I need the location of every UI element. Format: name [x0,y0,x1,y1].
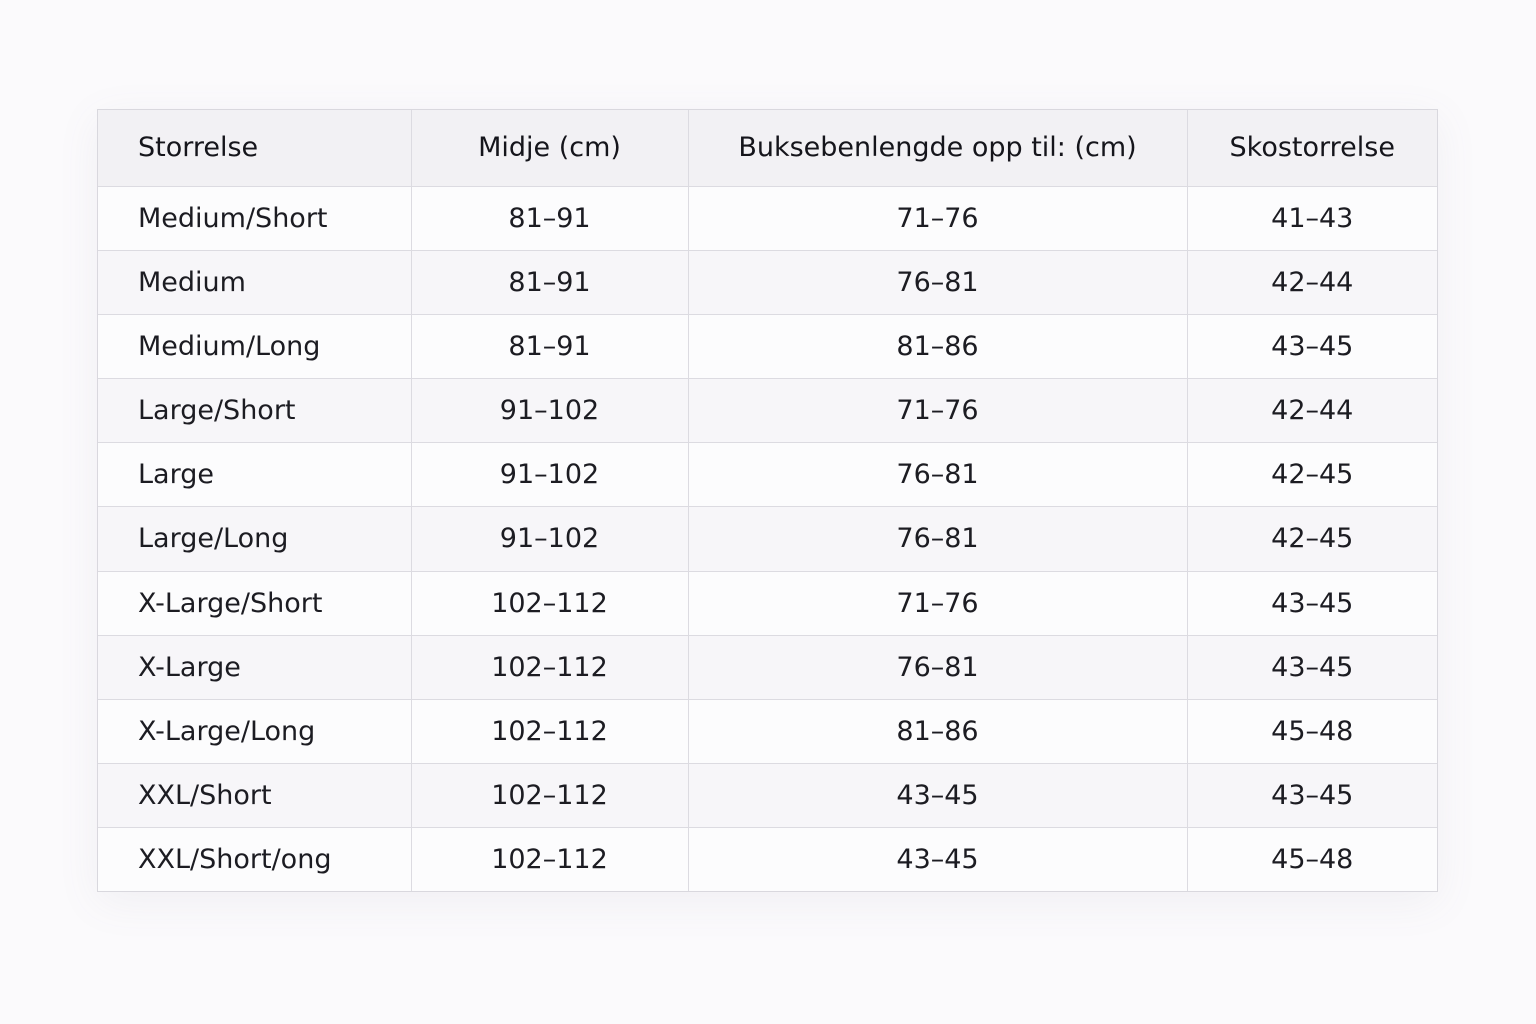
cell-waist: 81–91 [411,314,688,378]
cell-waist: 102–112 [411,764,688,828]
table-row [98,699,1437,763]
header-waist: Midje (cm) [411,110,688,186]
cell-size: Large [98,443,411,507]
cell-size: Medium/Short [98,186,411,250]
cell-size: XXL/Short [98,764,411,828]
cell-size: X-Large [98,635,411,699]
cell-size: Medium [98,250,411,314]
cell-waist: 91–102 [411,507,688,571]
cell-size: Large/Long [98,507,411,571]
cell-inseam: 76–81 [688,250,1187,314]
table-row [98,443,1437,507]
cell-size: X-Large/Short [98,571,411,635]
cell-shoe-size: 43–45 [1187,764,1437,828]
table-row [98,379,1437,443]
table-row [98,250,1437,314]
cell-waist: 102–112 [411,699,688,763]
table-row [98,571,1437,635]
cell-shoe-size: 42–44 [1187,250,1437,314]
cell-waist: 102–112 [411,635,688,699]
cell-waist: 102–112 [411,828,688,891]
cell-shoe-size: 42–45 [1187,507,1437,571]
cell-waist: 91–102 [411,379,688,443]
header-size: Storrelse [98,110,411,186]
table-header-row [98,110,1437,186]
cell-size: Medium/Long [98,314,411,378]
cell-inseam: 76–81 [688,507,1187,571]
cell-inseam: 81–86 [688,699,1187,763]
table-row [98,186,1437,250]
cell-shoe-size: 45–48 [1187,699,1437,763]
cell-shoe-size: 42–44 [1187,379,1437,443]
cell-waist: 81–91 [411,186,688,250]
cell-inseam: 76–81 [688,443,1187,507]
cell-shoe-size: 43–45 [1187,571,1437,635]
table-row [98,507,1437,571]
cell-inseam: 71–76 [688,186,1187,250]
cell-shoe-size: 42–45 [1187,443,1437,507]
cell-shoe-size: 41–43 [1187,186,1437,250]
cell-inseam: 43–45 [688,828,1187,891]
table-row [98,828,1437,891]
cell-inseam: 71–76 [688,571,1187,635]
cell-shoe-size: 45–48 [1187,828,1437,891]
cell-inseam: 81–86 [688,314,1187,378]
cell-size: X-Large/Long [98,699,411,763]
table-row [98,635,1437,699]
cell-size: XXL/Short/ong [98,828,411,891]
header-inseam: Buksebenlengde opp til: (cm) [688,110,1187,186]
header-shoe-size: Skostorrelse [1187,110,1437,186]
cell-waist: 81–91 [411,250,688,314]
cell-shoe-size: 43–45 [1187,635,1437,699]
table-row [98,764,1437,828]
cell-shoe-size: 43–45 [1187,314,1437,378]
table-row [98,314,1437,378]
size-chart-table [97,109,1438,892]
cell-waist: 91–102 [411,443,688,507]
cell-waist: 102–112 [411,571,688,635]
cell-inseam: 71–76 [688,379,1187,443]
cell-inseam: 76–81 [688,635,1187,699]
cell-inseam: 43–45 [688,764,1187,828]
cell-size: Large/Short [98,379,411,443]
size-table [98,110,1437,891]
